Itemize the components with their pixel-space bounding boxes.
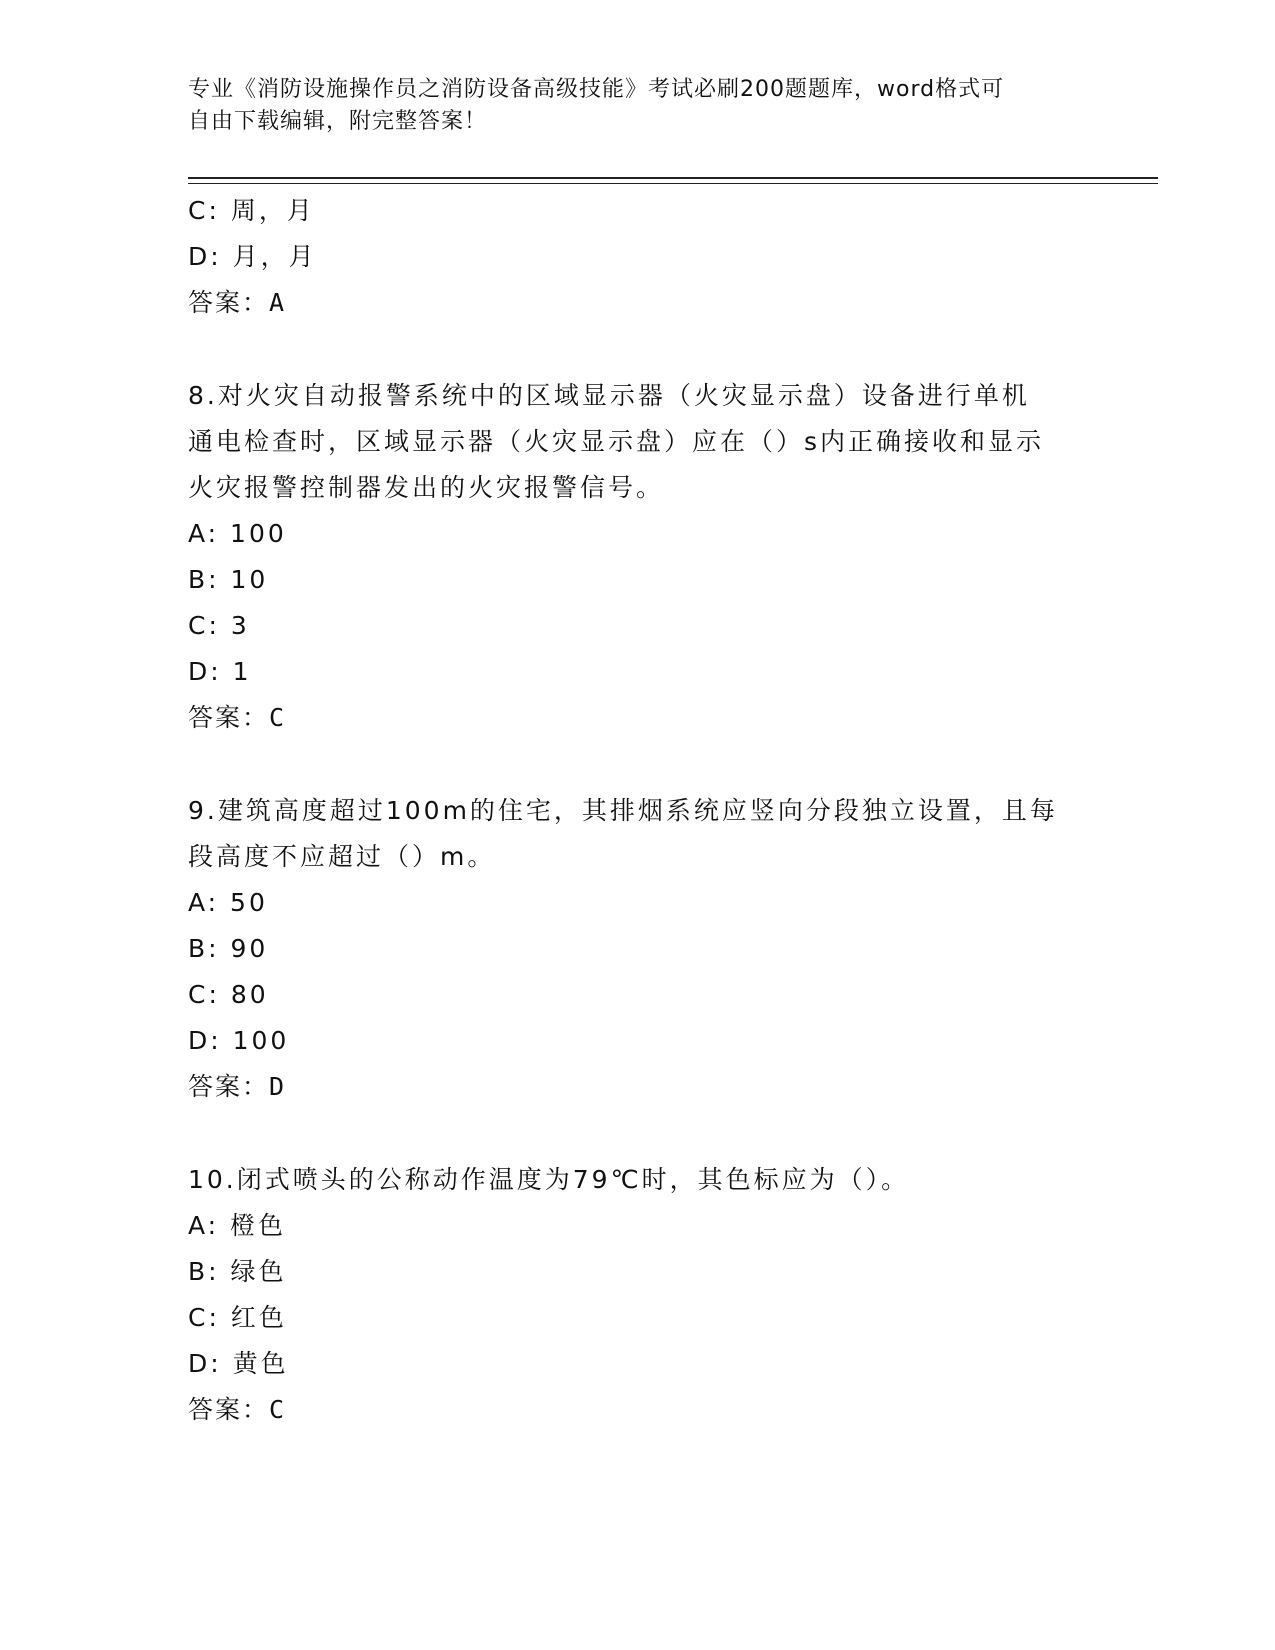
option-b: B: 90 (188, 934, 269, 963)
option-a: A: 50 (188, 888, 268, 917)
header-divider-thin (188, 183, 1158, 184)
question-text-line: 10.闭式喷头的公称动作温度为79℃时，其色标应为（）。 (188, 1165, 910, 1194)
question-text-line: 8.对火灾自动报警系统中的区域显示器（火灾显示盘）设备进行单机 (188, 381, 1030, 410)
option-b: B: 10 (188, 565, 269, 594)
answer-line: 答案：C (188, 703, 287, 732)
option-a: A: 橙色 (188, 1211, 287, 1240)
question-text-line: 火灾报警控制器发出的火灾报警信号。 (188, 473, 665, 502)
page-header (188, 74, 1088, 138)
option-c: C: 红色 (188, 1303, 287, 1332)
question-text-line: 9.建筑高度超过100m的住宅，其排烟系统应竖向分段独立设置，且每 (188, 796, 1058, 825)
question-8 (188, 373, 1088, 741)
option-c: C: 80 (188, 980, 269, 1009)
spacer (188, 741, 1088, 788)
spacer (188, 326, 1088, 373)
option-d: D: 100 (188, 1026, 290, 1055)
question-7-tail (188, 188, 1088, 326)
option-c: C: 3 (188, 611, 250, 640)
option-b: B: 绿色 (188, 1257, 287, 1286)
header-divider-thick (188, 177, 1158, 179)
header-line-1: 专业《消防设施操作员之消防设备高级技能》考试必刷200题题库，word格式可 (188, 77, 1005, 102)
question-text-line: 通电检查时，区域显示器（火灾显示盘）应在（）s内正确接收和显示 (188, 427, 1045, 456)
option-c: C: 周，月 (188, 196, 315, 225)
header-line-2: 自由下载编辑，附完整答案！ (188, 109, 488, 134)
option-d: D: 1 (188, 657, 252, 686)
answer-line: 答案：A (188, 288, 287, 317)
option-d: D: 月，月 (188, 242, 317, 271)
option-d: D: 黄色 (188, 1349, 289, 1378)
answer-line: 答案：C (188, 1395, 287, 1424)
question-text-line: 段高度不应超过（）m。 (188, 842, 496, 871)
question-list (188, 188, 1088, 1433)
spacer (188, 1110, 1088, 1157)
answer-line: 答案：D (188, 1072, 287, 1101)
question-9 (188, 788, 1088, 1110)
question-10 (188, 1157, 1088, 1433)
option-a: A: 100 (188, 519, 287, 548)
